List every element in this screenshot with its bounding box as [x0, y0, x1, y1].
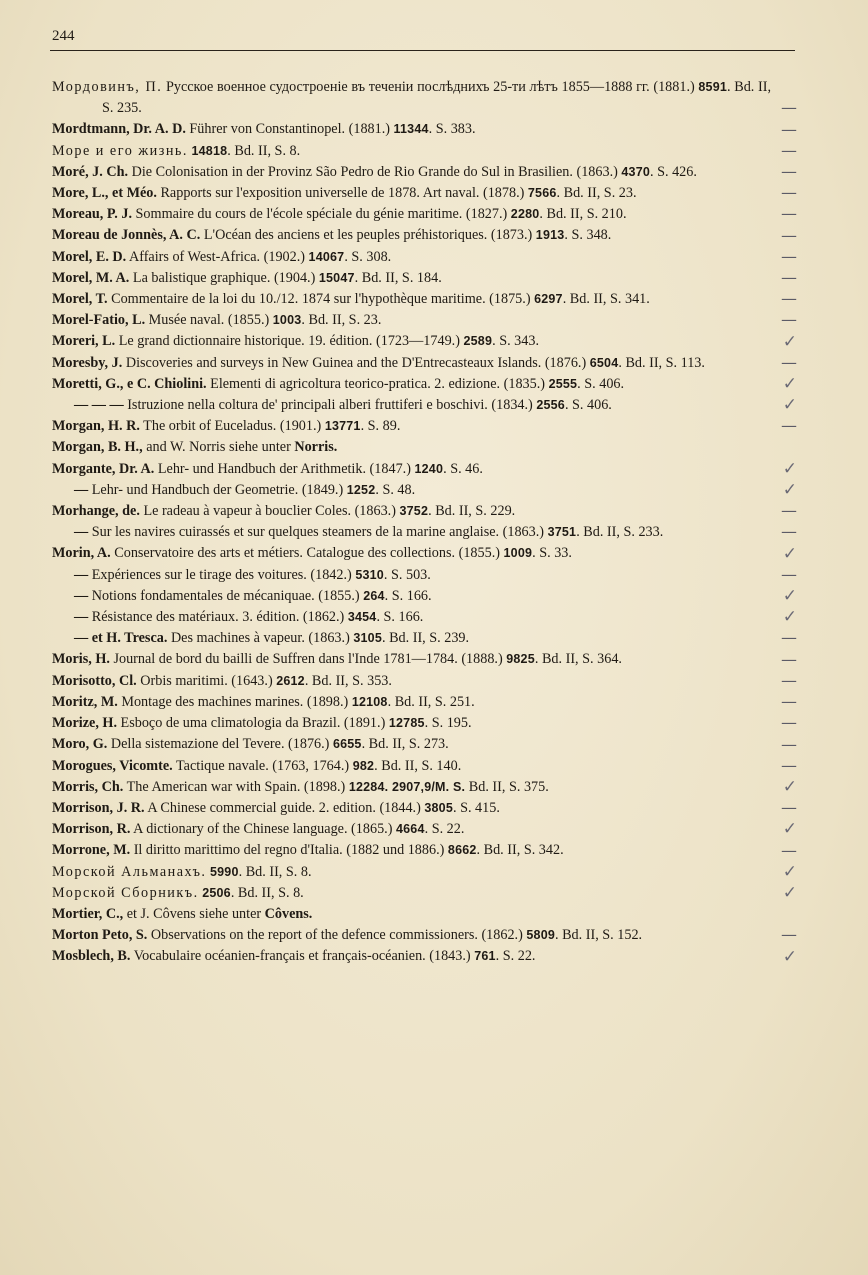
entry-catalog-number: 12108 [351, 694, 388, 709]
bibliography-entries [52, 77, 797, 968]
bibliography-entry [52, 734, 797, 755]
entry-title: La balistique graphique. (1904.) [129, 269, 319, 286]
entry-reference: . Bd. II, S. 342. [476, 842, 564, 859]
entry-title: Русское военное судостроеніе въ теченіи послѣднихъ 25-ти лѣтъ 1855—1888 гг. (1881.) [162, 79, 699, 95]
entry-catalog-number: 8662 [447, 843, 477, 858]
entry-title: et J. Côvens siehe unter [123, 905, 265, 922]
entry-reference: . S. 406. [577, 375, 625, 392]
entry-author: More, L., et Méo. [52, 185, 157, 202]
bibliography-entry [52, 522, 797, 543]
entry-catalog-number: 14067 [308, 249, 345, 264]
entry-author: — [74, 609, 89, 626]
entry-catalog-number: 1252 [346, 482, 376, 497]
entry-title: Sur les navires cuirassés et sur quelques steamers de la marine anglaise. (1863.) [88, 524, 548, 541]
entry-catalog-number: 7566 [527, 186, 557, 201]
entry-author: Morogues, Vicomte. [52, 757, 173, 774]
entry-reference: . S. 166. [384, 587, 432, 604]
pencil-check-mark: ✓ [782, 586, 797, 607]
pencil-check-mark: ✓ [782, 776, 797, 797]
pencil-dash-mark: — [781, 246, 797, 266]
entry-reference: . S. 348. [564, 227, 612, 244]
entry-author: Moro, G. [52, 736, 108, 753]
entry-title: Vocabulaire océanien-français et français-océanien. (1843.) [130, 948, 475, 965]
entry-catalog-number: 12284. 2907,9/M. S. [348, 779, 466, 794]
bibliography-entry [52, 840, 797, 861]
entry-author: Morgante, Dr. A. [52, 460, 155, 477]
pencil-dash-mark: — [781, 713, 797, 733]
entry-catalog-number: 264 [363, 588, 385, 603]
pencil-dash-mark: — [781, 798, 797, 818]
entry-title: and W. Norris siehe unter [142, 439, 295, 456]
entry-title: Notions fondamentales de mécaniquae. (1855.) [88, 587, 364, 604]
entry-reference: . S. 426. [650, 163, 697, 180]
bibliography-entry [52, 374, 797, 395]
entry-reference: . Bd. II, S. 140. [374, 757, 462, 774]
bibliography-entry [52, 395, 797, 416]
bibliography-entry [52, 310, 797, 331]
pencil-check-mark: ✓ [782, 543, 797, 564]
entry-catalog-number: 2589 [463, 334, 493, 349]
pencil-check-mark: ✓ [782, 946, 797, 967]
entry-title: Della sistemazione del Tevere. (1876.) [107, 736, 333, 753]
bibliography-entry [52, 819, 797, 840]
entry-catalog-number: 15047 [318, 270, 355, 285]
bibliography-entry [52, 649, 797, 670]
entry-catalog-number: 13771 [324, 419, 361, 434]
entry-title: Conservatoire des arts et métiers. Catalogue des collections. (1855.) [110, 545, 504, 562]
pencil-check-mark: ✓ [782, 331, 797, 352]
entry-catalog-number: 6504 [589, 355, 619, 370]
entry-author: Moreau de Jonnès, A. C. [52, 227, 201, 244]
bibliography-entry [52, 247, 797, 268]
bibliography-entry [52, 119, 797, 140]
pencil-dash-mark: — [781, 416, 797, 436]
entry-title: Musée naval. (1855.) [145, 312, 273, 329]
entry-reference: . S. 48. [375, 481, 416, 498]
pencil-dash-mark: — [781, 310, 797, 330]
entry-title: Orbis maritimi. (1643.) [136, 672, 277, 689]
entry-author: Morel, M. A. [52, 269, 130, 286]
entry-catalog-number: 8591 [698, 80, 728, 94]
pencil-dash-mark: — [781, 734, 797, 754]
pencil-dash-mark: — [781, 183, 797, 203]
pencil-dash-mark: — [781, 755, 797, 775]
entry-reference: . S. 503. [383, 566, 431, 583]
pencil-dash-mark: — [781, 840, 797, 860]
entry-catalog-number: 3454 [347, 610, 377, 625]
entry-title: Elementi di agricoltura teorico-pratica. 2. edizione. (1835.) [206, 375, 549, 392]
bibliography-entry [52, 183, 797, 204]
entry-reference: Bd. II, S. 375. [465, 778, 549, 795]
entry-author: — [74, 566, 89, 583]
pencil-check-mark: ✓ [782, 861, 797, 882]
entry-title: L'Océan des anciens et les peuples préhistoriques. (1873.) [200, 227, 536, 244]
entry-catalog-number: 11344 [393, 122, 429, 137]
entry-title: Observations on the report of the defence commissioners. (1862.) [147, 927, 527, 944]
entry-title: Führer von Constantinopel. (1881.) [185, 121, 394, 138]
entry-author-cyrillic: Мордовинъ, П. [52, 79, 163, 95]
entry-catalog-number: 3751 [547, 525, 577, 540]
bibliography-entry [52, 204, 797, 225]
entry-title: Lehr- und Handbuch der Geometrie. (1849.) [88, 481, 347, 498]
pencil-dash-mark: — [781, 670, 797, 690]
pencil-dash-mark: — [781, 925, 797, 945]
entry-title: Die Colonisation in der Provinz São Pedro de Rio Grande do Sul in Brasilien. (1863.) [128, 163, 622, 180]
entry-author: — — — [74, 397, 124, 414]
entry-author: — et H. Tresca. [74, 630, 168, 647]
entry-author: Moreau, P. J. [52, 206, 132, 223]
entry-catalog-number: 5809 [526, 928, 555, 943]
bibliography-entry [52, 671, 797, 692]
entry-title: Des machines à vapeur. (1863.) [167, 630, 354, 647]
entry-title: Esboço de uma climatologia da Brazil. (1891.) [117, 715, 389, 732]
entry-reference: . S. 195. [424, 715, 472, 732]
entry-title: Lehr- und Handbuch der Arithmetik. (1847.) [154, 460, 415, 477]
entry-author: Morrison, R. [52, 821, 131, 838]
bibliography-entry [52, 713, 797, 734]
entry-catalog-number: 2506 [202, 885, 231, 900]
entry-reference: . S. 33. [532, 545, 572, 562]
entry-catalog-number: 4664 [395, 822, 425, 837]
entry-reference: . Bd. II, S. 152. [555, 927, 643, 944]
pencil-check-mark: ✓ [782, 480, 797, 501]
entry-author: Morhange, de. [52, 503, 140, 520]
pencil-dash-mark: — [781, 289, 797, 309]
entry-title: Tactique navale. (1763, 1764.) [172, 757, 353, 774]
bibliography-entry [52, 692, 797, 713]
entry-reference: . Bd. II, S. 341. [562, 291, 650, 308]
entry-catalog-number: 1009 [503, 546, 533, 561]
bibliography-entry [52, 586, 797, 607]
entry-author: Morrone, M. [52, 842, 131, 859]
entry-title: Commentaire de la loi du 10./12. 1874 sur l'hypothèque maritime. (1875.) [107, 291, 535, 308]
entry-catalog-number: 1003 [272, 313, 302, 328]
entry-reference: . Bd. II, S. 364. [534, 651, 622, 668]
bibliography-entry [52, 543, 797, 564]
entry-author: Morin, A. [52, 545, 111, 562]
entry-author: Morton Peto, S. [52, 927, 148, 944]
entry-catalog-number: 12785 [388, 716, 425, 731]
bibliography-entry [52, 480, 797, 501]
entry-reference: . S. 46. [443, 460, 483, 477]
bibliography-entry [52, 416, 797, 437]
entry-title: Montage des machines marines. (1898.) [117, 693, 352, 710]
pencil-dash-mark: — [781, 204, 797, 224]
entry-author: Mordtmann, Dr. A. D. [52, 121, 186, 138]
entry-author: — [74, 524, 89, 541]
entry-reference: . S. 22. [495, 948, 536, 965]
entry-reference: . S. 343. [492, 333, 539, 350]
entry-title: Résistance des matériaux. 3. édition. (1862.) [88, 609, 348, 626]
entry-catalog-number: 2556 [536, 398, 565, 413]
entry-author-cyrillic: Море и его жизнь. [52, 142, 188, 159]
entry-catalog-number: 3105 [353, 631, 382, 646]
entry-author: Mortier, C., [52, 905, 124, 922]
pencil-dash-mark: — [781, 628, 797, 648]
entry-reference: . Bd. II, S. 184. [354, 269, 442, 286]
entry-catalog-number: 2612 [276, 673, 305, 688]
entry-author: Moreri, L. [52, 333, 116, 350]
entry-title: A dictionary of the Chinese language. (1865.) [130, 821, 396, 838]
pencil-dash-mark: — [781, 692, 797, 712]
pencil-check-mark: ✓ [782, 607, 797, 628]
pencil-dash-mark: — [781, 649, 797, 669]
entry-title: Il diritto marittimo del regno d'Italia. (1882 und 1886.) [130, 842, 448, 859]
entry-catalog-number: 2555 [548, 376, 578, 391]
entry-author: Moré, J. Ch. [52, 163, 129, 180]
entry-title: Le grand dictionnaire historique. 19. édition. (1723—1749.) [115, 333, 464, 350]
pencil-dash-mark: — [781, 98, 797, 118]
entry-author: Moris, H. [52, 651, 110, 668]
entry-reference: . S. 406. [564, 397, 612, 414]
entry-title: Journal de bord du bailli de Suffren dans l'Inde 1781—1784. (1888.) [109, 651, 507, 668]
entry-catalog-number: 761 [474, 949, 496, 964]
bibliography-entry [52, 459, 797, 480]
pencil-dash-mark: — [781, 162, 797, 182]
entry-title: Rapports sur l'exposition universelle de 1878. Art naval. (1878.) [156, 185, 528, 202]
entry-reference: . Bd. II, S. 235. [102, 79, 771, 117]
entry-catalog-number: 6297 [534, 292, 563, 307]
entry-author: Morisotto, Cl. [52, 672, 137, 689]
bibliography-entry [52, 798, 797, 819]
entry-author: Morgan, H. R. [52, 418, 140, 435]
header-rule [50, 50, 795, 51]
entry-catalog-number: 9825 [506, 652, 535, 667]
entry-reference: . S. 166. [376, 609, 424, 626]
entry-reference: . Bd. II, S. 8. [238, 863, 312, 880]
pencil-check-mark: ✓ [782, 395, 797, 416]
entry-author: — [74, 481, 89, 498]
entry-title: Istruzione nella coltura de' principali alberi fruttiferi e boschivi. (1834.) [123, 397, 537, 414]
bibliography-entry [52, 268, 797, 289]
pencil-dash-mark: — [781, 225, 797, 245]
bibliography-entry [52, 883, 797, 904]
bibliography-entry [52, 904, 797, 925]
entry-author: Moretti, G., e C. Chiolini. [52, 375, 207, 392]
entry-catalog-number: 4370 [621, 164, 651, 179]
pencil-dash-mark: — [781, 522, 797, 542]
entry-reference: . S. 89. [360, 418, 401, 435]
bibliography-entry [52, 628, 797, 649]
entry-title: A Chinese commercial guide. 2. edition. (1844.) [144, 799, 425, 816]
entry-author: Morgan, B. H., [52, 439, 143, 456]
entry-author: — [74, 587, 89, 604]
page-number: 244 [52, 28, 75, 44]
bibliography-entry [52, 565, 797, 586]
entry-author-cyrillic: Морской Альманахъ. [52, 863, 207, 880]
bibliography-entry [52, 141, 797, 162]
pencil-check-mark: ✓ [782, 458, 797, 479]
entry-reference: . S. 308. [344, 248, 392, 265]
entry-catalog-number: 3805 [424, 800, 453, 815]
entry-cross-reference: Norris. [294, 439, 338, 456]
entry-reference: . Bd. II, S. 251. [387, 693, 475, 710]
pencil-check-mark: ✓ [782, 374, 797, 395]
entry-reference: . Bd. II, S. 210. [539, 206, 627, 223]
pencil-dash-mark: — [781, 352, 797, 372]
entry-reference: . Bd. II, S. 273. [361, 736, 449, 753]
entry-title: Le radeau à vapeur à bouclier Coles. (1863.) [139, 503, 400, 520]
pencil-check-mark: ✓ [782, 819, 797, 840]
bibliography-entry [52, 162, 797, 183]
entry-author: Mosblech, B. [52, 948, 131, 965]
entry-catalog-number: 6655 [332, 737, 362, 752]
entry-author: Morel-Fatio, L. [52, 312, 146, 329]
entry-reference: . Bd. II, S. 8. [230, 884, 304, 901]
entry-author: Morris, Ch. [52, 778, 124, 795]
bibliography-entry [52, 756, 797, 777]
entry-catalog-number: 14818 [191, 143, 228, 158]
entry-cross-reference: Côvens. [264, 905, 313, 922]
entry-reference: . Bd. II, S. 239. [381, 630, 470, 647]
entry-catalog-number: 5990 [210, 864, 239, 879]
entry-reference: . S. 383. [428, 121, 476, 138]
entry-reference: . Bd. II, S. 8. [227, 142, 301, 159]
bibliography-entry [52, 77, 797, 119]
entry-title: Expériences sur le tirage des voitures. (1842.) [88, 566, 356, 583]
bibliography-entry [52, 777, 797, 798]
entry-catalog-number: 2280 [510, 207, 540, 222]
entry-title: Discoveries and surveys in New Guinea and the D'Entrecasteaux Islands. (1876.) [122, 354, 590, 371]
entry-title: Sommaire du cours de l'école spéciale du génie maritime. (1827.) [132, 206, 511, 223]
entry-title: The orbit of Euceladus. (1901.) [139, 418, 325, 435]
entry-catalog-number: 5310 [355, 567, 384, 582]
entry-catalog-number: 1913 [535, 228, 565, 243]
bibliography-entry [52, 353, 797, 374]
pencil-dash-mark: — [781, 268, 797, 288]
entry-author: Moresby, J. [52, 354, 123, 371]
bibliography-entry [52, 225, 797, 246]
entry-author: Morize, H. [52, 715, 117, 732]
pencil-dash-mark: — [781, 564, 797, 584]
bibliography-entry [52, 862, 797, 883]
entry-author: Morel, T. [52, 291, 108, 308]
bibliography-entry [52, 289, 797, 310]
pencil-check-mark: ✓ [782, 882, 797, 903]
entry-catalog-number: 3752 [399, 504, 429, 519]
entry-reference: . S. 415. [452, 799, 500, 816]
entry-reference: . Bd. II, S. 233. [576, 524, 664, 541]
pencil-dash-mark: — [781, 119, 797, 139]
entry-reference: . Bd. II, S. 23. [556, 185, 637, 202]
bibliography-entry [52, 925, 797, 946]
bibliography-entry [52, 946, 797, 967]
entry-title: Affairs of West-Africa. (1902.) [126, 248, 309, 265]
entry-catalog-number: 1240 [414, 461, 444, 476]
entry-reference: . S. 22. [424, 821, 465, 838]
entry-reference: . Bd. II, S. 353. [304, 672, 392, 689]
bibliography-entry [52, 607, 797, 628]
bibliography-entry [52, 501, 797, 522]
entry-author-cyrillic: Морской Сборникъ. [52, 884, 199, 901]
pencil-dash-mark: — [781, 140, 797, 160]
bibliography-entry [52, 331, 797, 352]
entry-author: Moritz, M. [52, 693, 118, 710]
entry-title: The American war with Spain. (1898.) [123, 778, 349, 795]
entry-author: Morel, E. D. [52, 248, 127, 265]
entry-reference: . Bd. II, S. 113. [618, 354, 705, 371]
entry-reference: . Bd. II, S. 23. [301, 312, 382, 329]
bibliography-entry [52, 437, 797, 458]
entry-author: Morrison, J. R. [52, 799, 145, 816]
entry-catalog-number: 982 [352, 758, 375, 773]
pencil-dash-mark: — [781, 501, 797, 521]
entry-reference: . Bd. II, S. 229. [428, 503, 516, 520]
